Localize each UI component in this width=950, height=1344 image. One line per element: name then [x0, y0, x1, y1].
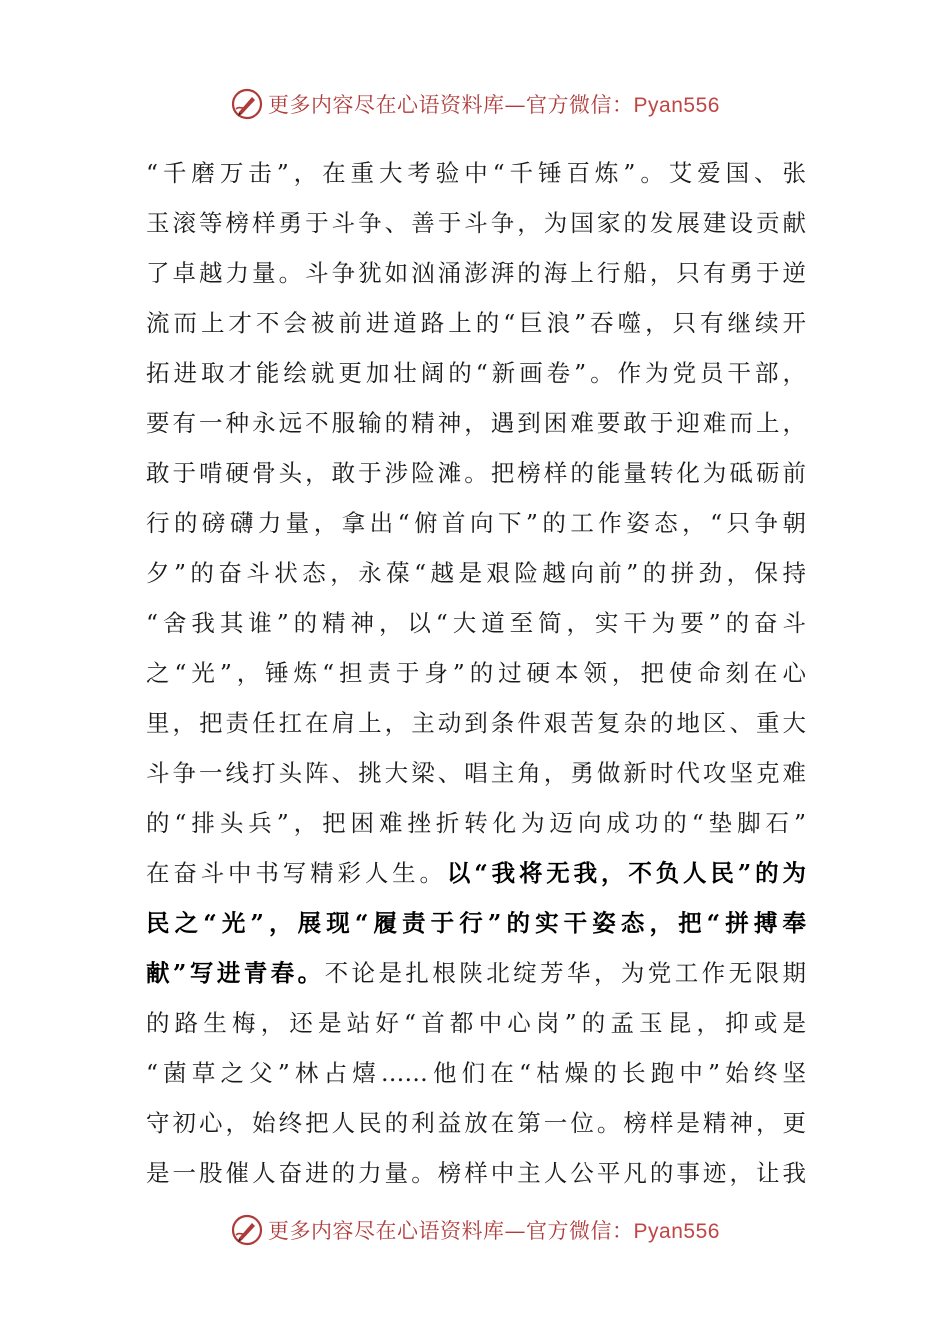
text-line: 敢于啃硬骨头，敢于涉险滩。把榜样的能量转化为砥砺前 — [146, 459, 806, 487]
text-line: 行的磅礴力量，拿出“俯首向下”的工作姿态，“只争朝 — [146, 509, 806, 537]
pen-logo-icon — [230, 1213, 264, 1247]
text-line: “舍我其谁”的精神，以“大道至简，实干为要”的奋斗 — [146, 609, 806, 637]
text-line: 是一股催人奋进的力量。榜样中主人公平凡的事迹，让我 — [146, 1159, 806, 1187]
banner-wechat-label: 官方微信： — [526, 1219, 634, 1243]
banner-wechat-id: Pyan556 — [633, 1220, 720, 1243]
plain-text: 在奋斗中书写精彩人生。 — [146, 859, 447, 887]
document-body — [146, 148, 806, 1198]
text-line: 的“排头兵”，把困难挫折转化为迈向成功的“垫脚石” — [146, 809, 806, 837]
text-line: 斗争一线打头阵、挑大梁、唱主角，勇做新时代攻坚克难 — [146, 759, 806, 787]
banner-separator: — — [504, 93, 527, 117]
text-line: “菌草之父”林占熺……他们在“枯燥的长跑中”始终坚 — [146, 1059, 806, 1087]
text-line: 要有一种永远不服输的精神，遇到困难要敢于迎难而上， — [146, 409, 806, 437]
banner-text — [268, 1215, 720, 1245]
text-line: 的路生梅，还是站好“首都中心岗”的孟玉昆，抑或是 — [146, 1009, 806, 1037]
banner-text — [268, 89, 720, 119]
text-line: 了卓越力量。斗争犹如汹涌澎湃的海上行船，只有勇于逆 — [146, 259, 806, 287]
banner-wechat-label: 官方微信： — [526, 93, 634, 117]
text-line-mixed — [146, 948, 806, 998]
banner-separator: — — [504, 1219, 527, 1243]
text-line: 夕”的奋斗状态，永葆“越是艰险越向前”的拼劲，保持 — [146, 559, 806, 587]
text-line: 之“光”，锤炼“担责于身”的过硬本领，把使命刻在心 — [146, 659, 806, 687]
footer-banner — [0, 1210, 950, 1250]
bold-text: 献”写进青春。 — [146, 959, 325, 987]
text-line: “千磨万击”，在重大考验中“千锤百炼”。艾爱国、张 — [146, 159, 806, 187]
header-banner — [0, 84, 950, 124]
plain-text: 不论是扎根陕北绽芳华，为党工作无限期 — [324, 959, 806, 987]
pen-logo-icon — [230, 87, 264, 121]
text-line: 玉滚等榜样勇于斗争、善于斗争，为国家的发展建设贡献 — [146, 209, 806, 237]
banner-title: 更多内容尽在心语资料库 — [268, 93, 505, 117]
text-line: 里，把责任扛在肩上，主动到条件艰苦复杂的地区、重大 — [146, 709, 806, 737]
text-line: 拓进取才能绘就更加壮阔的“新画卷”。作为党员干部， — [146, 359, 806, 387]
text-line: 流而上才不会被前进道路上的“巨浪”吞噬，只有继续开 — [146, 309, 806, 337]
text-line-mixed — [146, 848, 806, 898]
text-line-bold: 民之“光”，展现“履责于行”的实干姿态，把“拼搏奉 — [146, 909, 806, 937]
text-line: 守初心，始终把人民的利益放在第一位。榜样是精神，更 — [146, 1109, 806, 1137]
banner-wechat-id: Pyan556 — [633, 94, 720, 117]
bold-text: 以“我将无我，不负人民”的为 — [446, 859, 806, 887]
banner-title: 更多内容尽在心语资料库 — [268, 1219, 505, 1243]
